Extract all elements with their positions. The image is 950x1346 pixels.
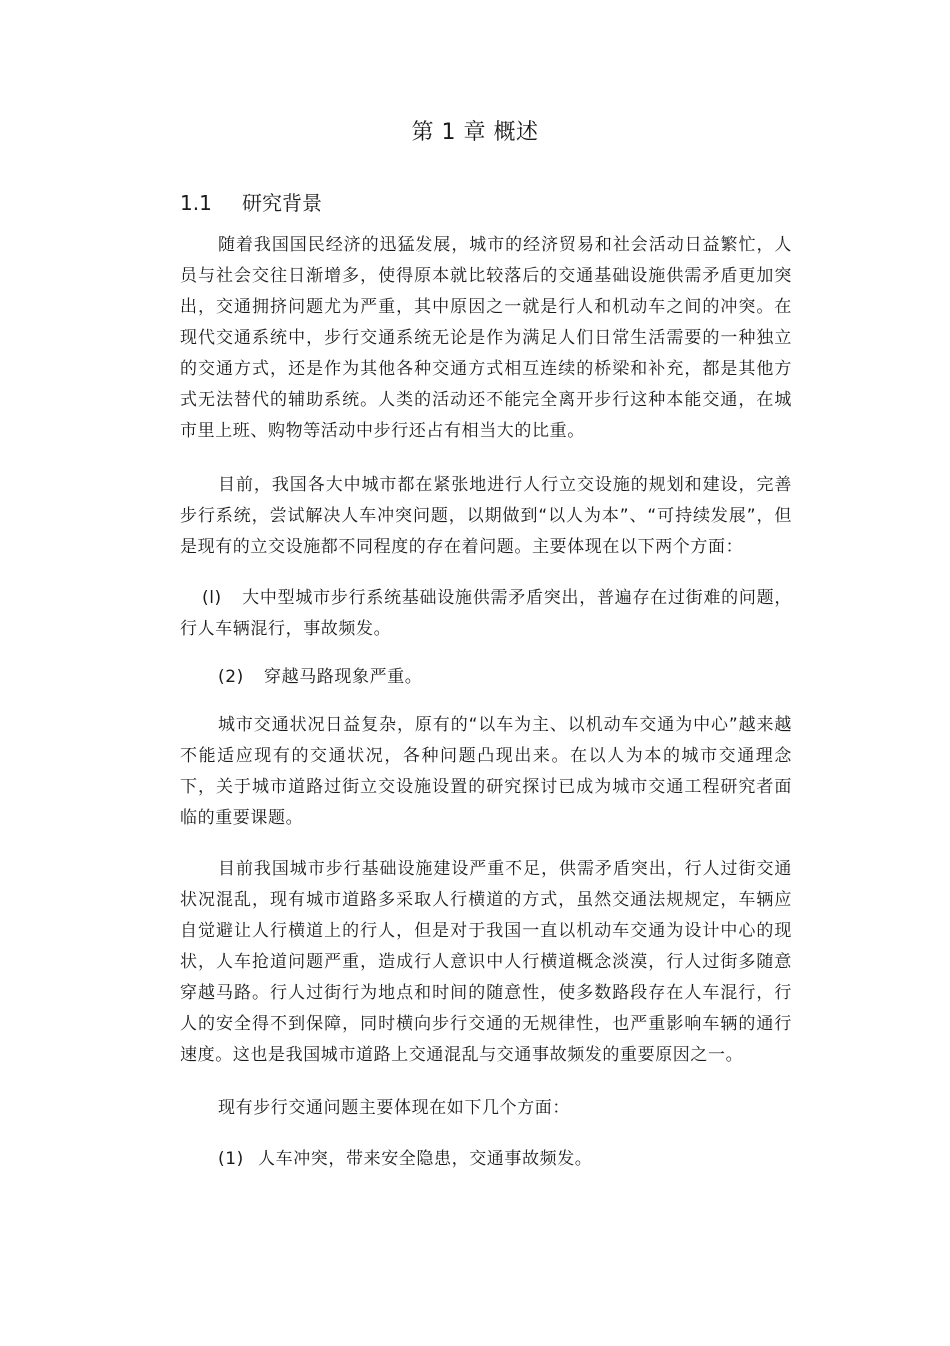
list-item-number: (2)	[218, 667, 244, 687]
list-item-text: 穿越马路现象严重。	[264, 667, 423, 687]
list-item-number: (l)	[202, 588, 222, 608]
section-number: 1.1	[180, 191, 212, 215]
paragraph-pedestrian-infrastructure: 目前我国城市步行基础设施建设严重不足，供需矛盾突出，行人过街交通状况混乱，现有城市道路多采取人行横道的方式，虽然交通法规规定，车辆应自觉避让人行横道上的行人，但是对于我国一直以机动车交通为设计中心的现状，人车抢道问题严重，造成行人意识中人行横道概念淡漠，行人过街多随意穿越马路。行人过街行为地点和时间的随意性，使多数路段存在人车混行，行人的安全得不到保障，同时横向步行交通的无规律性，也严重影响车辆的通行速度。这也是我国城市道路上交通混乱与交通事故频发的重要原因之一。	[180, 859, 792, 1065]
paragraph-current-construction: 目前，我国各大中城市都在紧张地进行人行立交设施的规划和建设，完善步行系统，尝试解决人车冲突问题，以期做到“以人为本”、“可持续发展”，但是现有的立交设施都不同程度的存在着问题。主要体现在以下两个方面：	[180, 475, 792, 557]
list-item	[180, 662, 792, 693]
section-heading	[180, 188, 322, 218]
list-item-number: (1)	[218, 1149, 244, 1169]
list-item	[180, 583, 792, 645]
list-item	[180, 1144, 792, 1175]
paragraph-traffic-complexity: 城市交通状况日益复杂，原有的“以车为主、以机动车交通为中心”越来越不能适应现有的交通状况，各种问题凸现出来。在以人为本的城市交通理念下，关于城市道路过街立交设施设置的研究探讨已成为城市交通工程研究者面临的重要课题。	[180, 715, 792, 828]
paragraph-existing-problems: 现有步行交通问题主要体现在如下几个方面：	[218, 1098, 570, 1118]
paragraph-research-background: 随着我国国民经济的迅猛发展，城市的经济贸易和社会活动日益繁忙，人员与社会交往日渐增多，使得原本就比较落后的交通基础设施供需矛盾更加突出，交通拥挤问题尤为严重，其中原因之一就是行人和机动车之间的冲突。在现代交通系统中，步行交通系统无论是作为满足人们日常生活需要的一种独立的交通方式，还是作为其他各种交通方式相互连续的桥梁和补充，都是其他方式无法替代的辅助系统。人类的活动还不能完全离开步行这种本能交通，在城市里上班、购物等活动中步行还占有相当大的比重。	[180, 235, 792, 441]
list-item-text: 人车冲突，带来安全隐患，交通事故频发。	[258, 1149, 593, 1169]
list-item-text: 大中型城市步行系统基础设施供需矛盾突出，普遍存在过街难的问题，行人车辆混行，事故频发。	[180, 588, 792, 639]
section-title: 研究背景	[242, 191, 322, 215]
chapter-title: 第 1 章 概述	[411, 120, 539, 145]
